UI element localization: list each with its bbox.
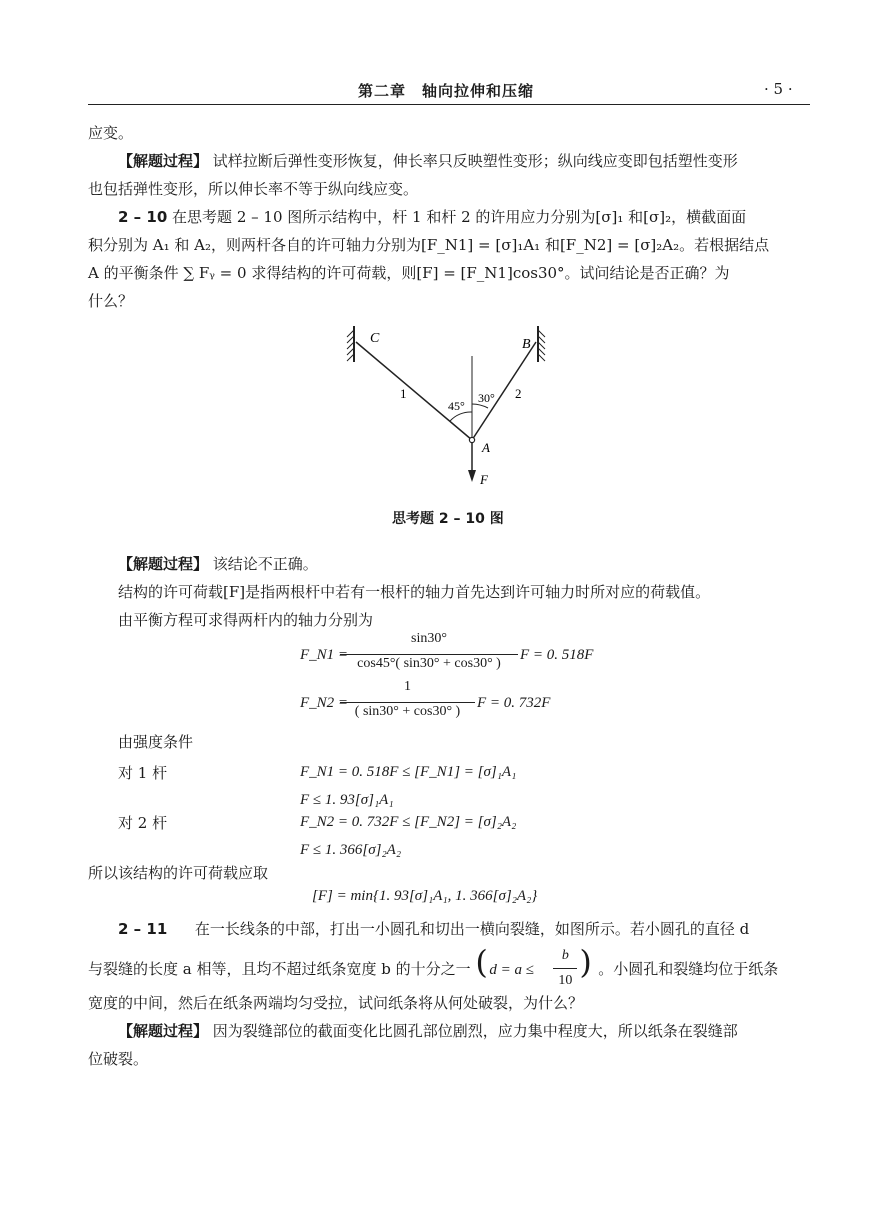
chapter-title: 第二章 轴向拉伸和压缩 — [358, 82, 535, 100]
eq2-numerator: 1 — [404, 679, 411, 694]
conclusion-text: 所以该结构的许可荷载应取 — [88, 864, 269, 882]
eq2-lhs: F_N2 = — [300, 695, 349, 711]
force-arrowhead — [468, 470, 476, 482]
rod-1-eq2: F ≤ 1. 93[σ]₁A₁ — [300, 792, 394, 808]
answer-2-11-line2: 位破裂。 — [88, 1050, 149, 1068]
header-rule — [88, 104, 810, 105]
question-2-11-line2 — [88, 943, 779, 988]
solution-text-line2: 也包括弹性变形，所以伸长率不等于纵向线应变。 — [88, 180, 419, 198]
angle-arc-45 — [450, 412, 472, 421]
question-2-11-line1 — [118, 918, 749, 940]
eq1-numerator: sin30° — [411, 631, 447, 646]
solution-label: 【解题过程】 — [118, 152, 209, 170]
condition-numerator: b — [561, 948, 569, 963]
answer-2-10-line2: 结构的许可荷载[F]是指两根杆中若有一根杆的轴力首先达到许可轴力时所对应的荷载值。 — [118, 583, 711, 601]
eq1-denominator: cos45°( sin30° + cos30° ) — [357, 656, 501, 671]
page-number: · 5 · — [764, 80, 793, 98]
question-2-10-line3: A 的平衡条件 ∑ Fᵧ = 0 求得结构的许可荷载，则[F] = [F_N1]cos30°。试问结论是否正确？为 — [88, 264, 730, 282]
label-a: A — [482, 440, 490, 455]
label-angle-30: 30° — [478, 391, 495, 405]
truss-figure — [340, 318, 560, 503]
wall-c-hatch — [347, 330, 354, 361]
condition-lhs: d = a ≤ — [489, 962, 535, 978]
continuation-text: 应变。 — [88, 124, 134, 142]
joint-a — [469, 437, 474, 442]
figure-caption: 思考题 2 – 10 图 — [392, 511, 504, 527]
left-paren: ( — [475, 943, 488, 981]
eq1-lhs: F_N1 = — [300, 647, 349, 663]
question-text-part1: 与裂缝的长度 a 相等，且均不超过纸条宽度 b 的十分之一 — [88, 960, 471, 978]
question-2-10-line4: 什么？ — [88, 292, 134, 310]
question-number: 2 – 10 — [118, 208, 168, 226]
answer-2-10-line1 — [118, 553, 318, 575]
final-equation: [F] = min{1. 93[σ]₁A₁, 1. 366[σ]₂A₂} — [312, 888, 538, 904]
strength-condition-heading: 由强度条件 — [118, 733, 194, 751]
eq1-rhs: F = 0. 518F — [520, 647, 594, 663]
label-c: C — [370, 331, 380, 346]
bar-1 — [356, 342, 472, 440]
solution-text: 该结论不正确。 — [212, 555, 318, 573]
question-2-10-line2: 积分别为 A₁ 和 A₂，则两杆各自的许可轴力分别为[F_N1] = [σ]₁A₁ 和[F_N2] = [σ]₂A₂。若根据结点 — [88, 236, 770, 254]
rod-2-eq1: F_N2 = 0. 732F ≤ [F_N2] = [σ]₂A₂ — [300, 814, 517, 830]
label-bar-1: 1 — [400, 386, 407, 401]
label-bar-2: 2 — [515, 386, 522, 401]
right-paren: ) — [579, 943, 592, 981]
rod-2-eq2: F ≤ 1. 366[σ]₂A₂ — [300, 842, 402, 858]
eq2-denominator: ( sin30° + cos30° ) — [354, 704, 461, 719]
solution-label: 【解题过程】 — [118, 1022, 209, 1040]
question-text: 在一长线条的中部，打出一小圆孔和切出一横向裂缝，如图所示。若小圆孔的直径 d — [194, 920, 750, 938]
rod-1-eq1: F_N1 = 0. 518F ≤ [F_N1] = [σ]₁A₁ — [300, 764, 517, 780]
solution-text: 因为裂缝部位的截面变化比圆孔部位剧烈，应力集中程度大，所以纸条在裂缝部 — [212, 1022, 738, 1040]
wall-b-hatch — [538, 330, 545, 361]
condition-fraction-bar — [553, 968, 577, 969]
eq2-fraction-bar — [340, 702, 475, 703]
question-2-11-line3: 宽度的中间，然后在纸条两端均匀受拉，试问纸条将从何处破裂，为什么？ — [88, 994, 584, 1012]
solution-text: 试样拉断后弹性变形恢复，伸长率只反映塑性变形；纵向线应变即包括塑性变形 — [212, 152, 738, 170]
label-angle-45: 45° — [448, 399, 465, 413]
label-f: F — [480, 472, 488, 487]
label-b: B — [522, 337, 531, 352]
answer-2-11-line1 — [118, 1020, 738, 1042]
rod-1-label: 对 1 杆 — [118, 764, 168, 782]
solution-label: 【解题过程】 — [118, 555, 209, 573]
question-text: 在思考题 2 – 10 图所示结构中，杆 1 和杆 2 的许用应力分别为[σ]₁ 和[σ]₂，横截面面 — [172, 208, 747, 226]
solution-paragraph-2-9 — [118, 150, 738, 172]
eq1-fraction-bar — [340, 654, 518, 655]
answer-2-10-line3: 由平衡方程可求得两杆内的轴力分别为 — [118, 611, 374, 629]
question-text-part2: 。小圆孔和裂缝均位于纸条 — [598, 960, 779, 978]
question-2-10-line1 — [118, 206, 746, 228]
question-number: 2 – 11 — [118, 920, 168, 938]
eq2-rhs: F = 0. 732F — [477, 695, 551, 711]
condition-expression — [475, 943, 593, 988]
condition-denominator: 10 — [558, 973, 573, 988]
rod-2-label: 对 2 杆 — [118, 814, 168, 832]
